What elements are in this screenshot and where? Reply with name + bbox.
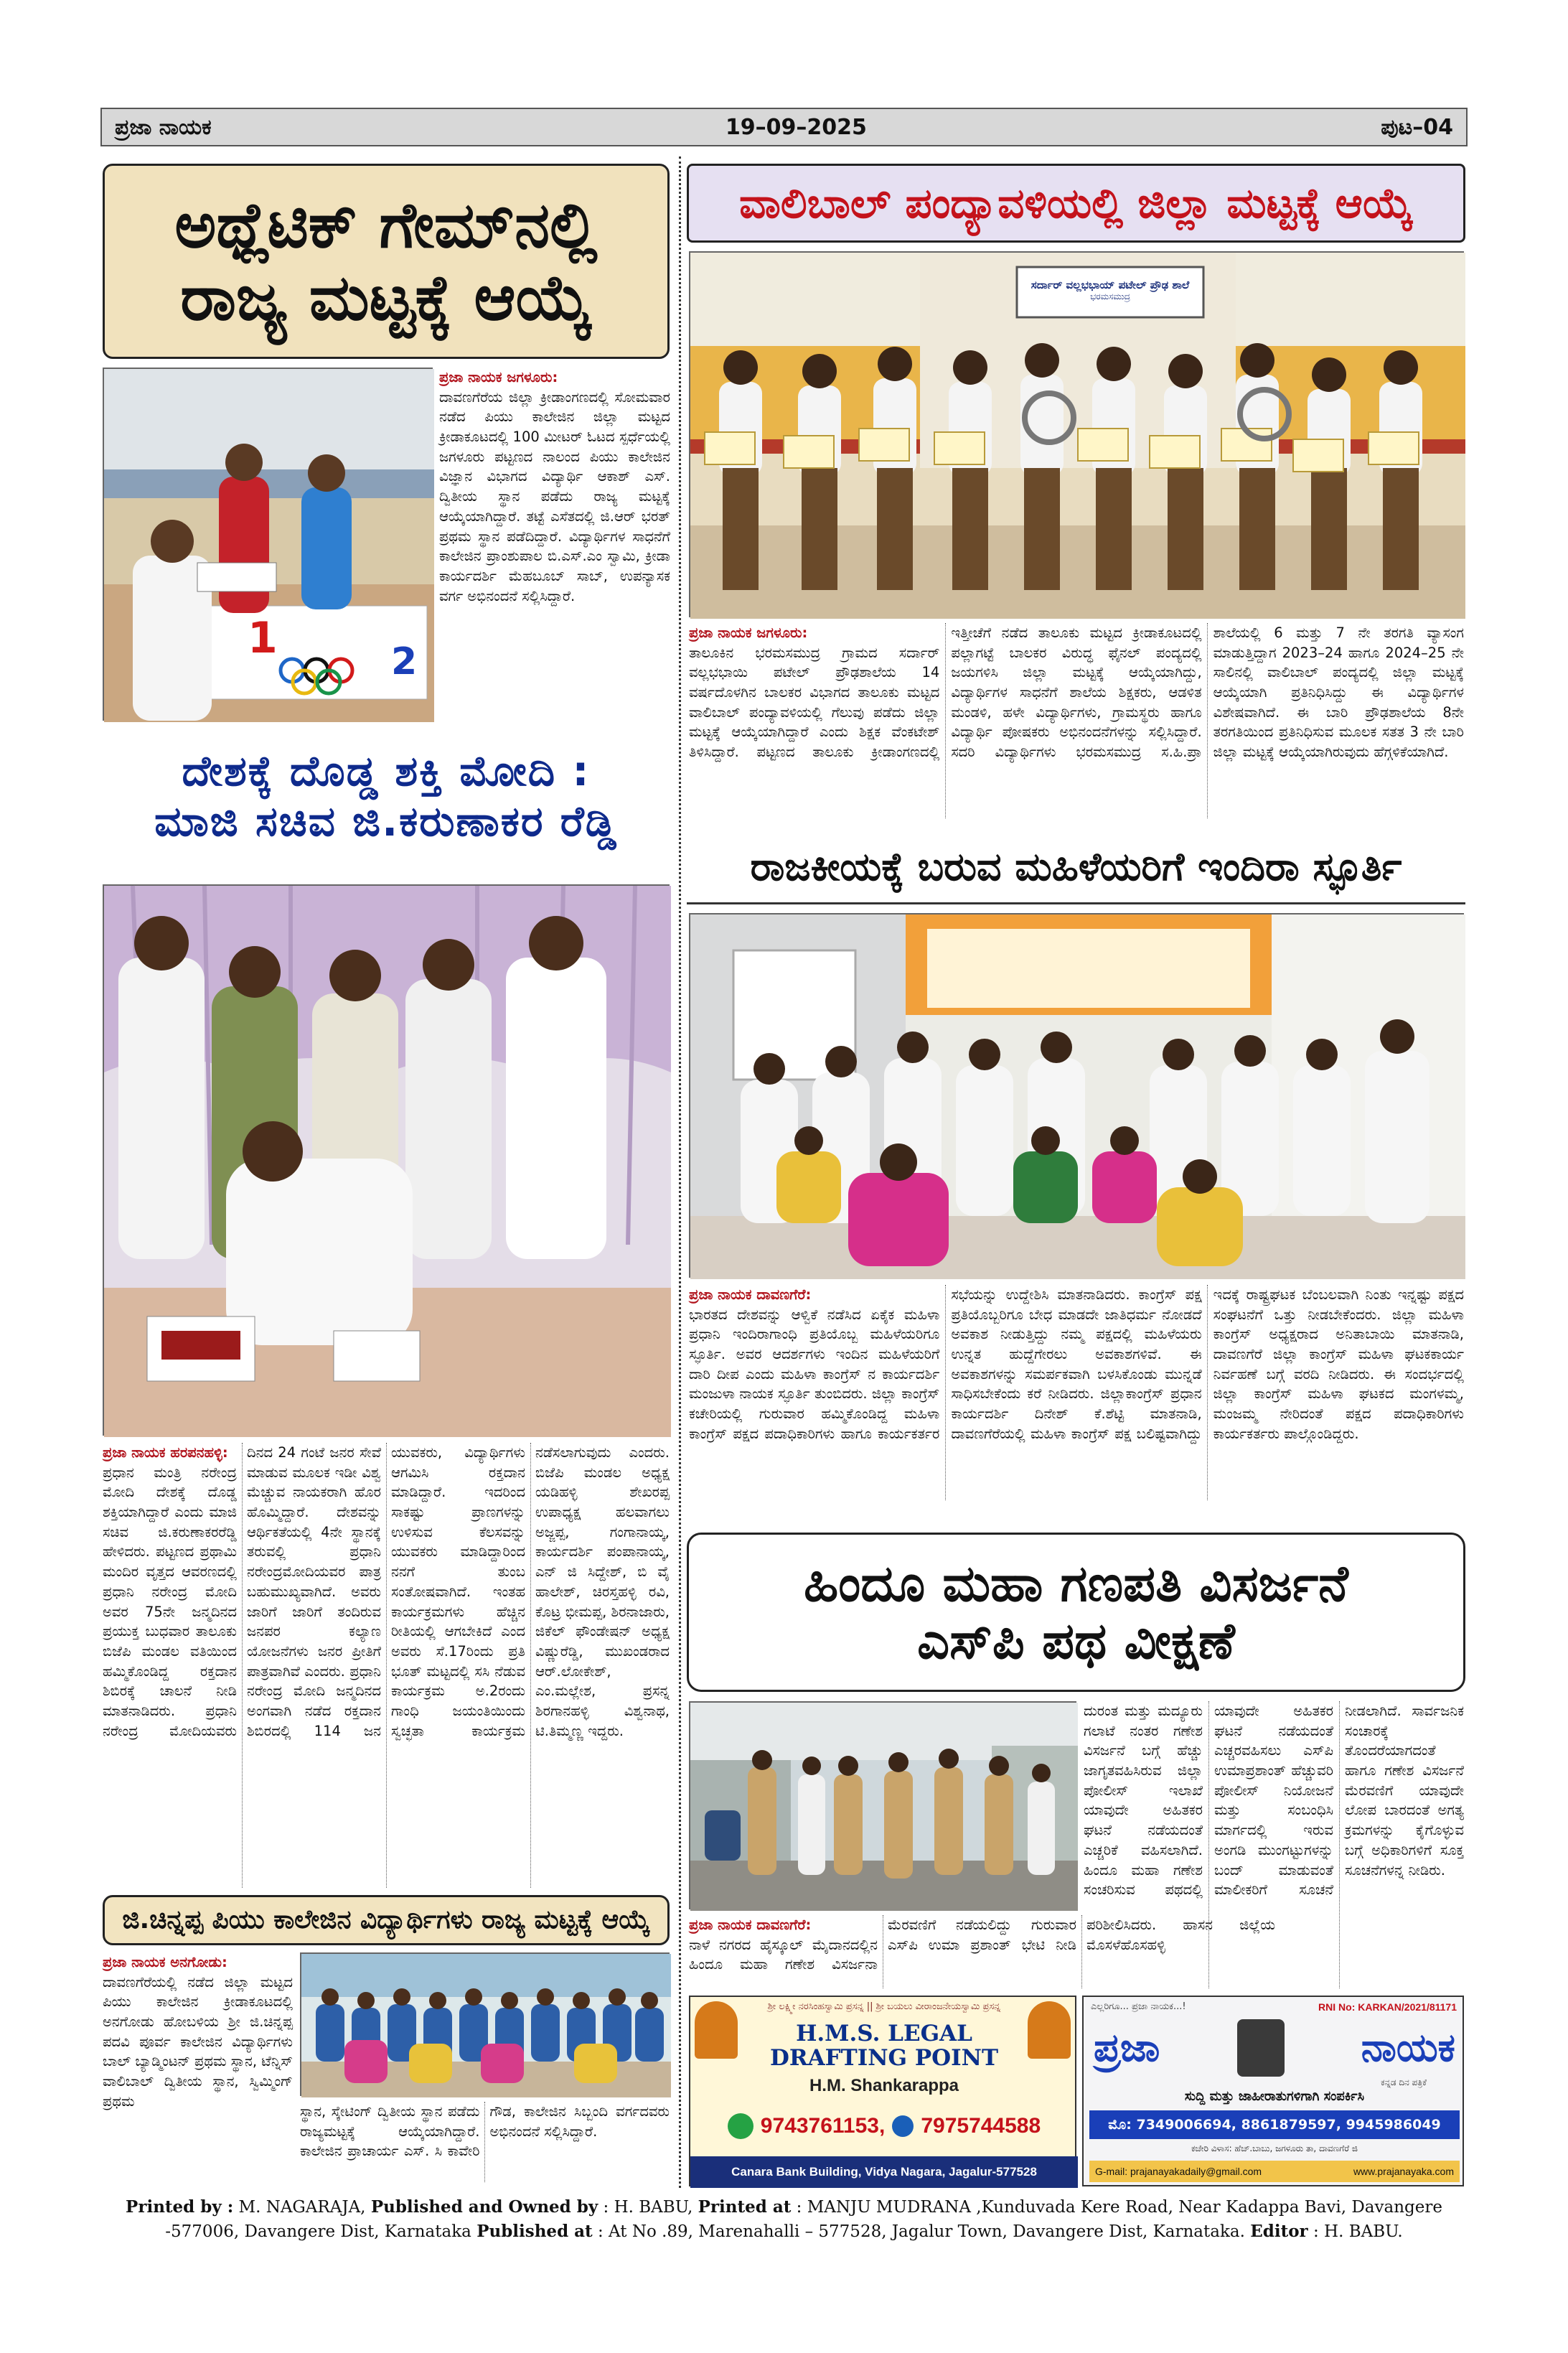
praja-nayaka-ad [1082,1996,1464,2186]
modi-event-photo [103,884,670,1436]
phone-icon [892,2115,914,2137]
svg-text:1: 1 [248,613,278,663]
indira-body: ಭಾರತದ ದೇಶವನ್ನು ಆಳ್ವಿಕೆ ನಡೆಸಿದ ಏಕೈಕ ಮಹಿಳಾ ಪ್ರಧಾನಿ ಇಂದಿರಾಗಾಂಧಿ ಪ್ರತಿಯೊಬ್ಬ ಮಹಿಳೆಯರಿಗೂ ಸ್ಫೂರ್ತಿ. ಅವರ ಆದರ್ಶಗಳು ಇಂದಿನ ಮಹಿಳೆಯರಿಗೆ ದಾರಿ ದೀಪ ಎಂದು ಮಹಿಳಾ ಕಾಂಗ್ರೆಸ್ ನ ಕಾರ್ಯದರ್ಶಿ ಮಂಜುಳಾ ನಾಯಕ ಸ್ಫೂರ್ತಿ ತುಂಬಿದರು. ಜಿಲ್ಲಾ ಕಾಂಗ್ರೆಸ್ ಕಚೇರಿಯಲ್ಲಿ ಗುರುವಾರ ಹಮ್ಮಿಕೊಂಡಿದ್ದ ಮಹಿಳಾ ಕಾಂಗ್ರೆಸ್ ಪಕ್ಷದ ಪದಾಧಿಕಾರಿಗಳು ಹಾಗೂ ಕಾರ್ಯಕರ್ತರ ಸಭೆಯನ್ನು ಉದ್ದೇಶಿಸಿ ಮಾತನಾಡಿದರು. ಕಾಂಗ್ರೆಸ್ ಪಕ್ಷ ಪ್ರತಿಯೊಬ್ಬರಿಗೂ ಬೇಧ ಮಾಡದೇ ಜಾತಿಧರ್ಮ ನೋಡದೆ ಅವಕಾಶ ನೀಡುತ್ತಿದ್ದು ನಮ್ಮ ಪಕ್ಷದಲ್ಲಿ ಮಹಿಳೆಯರು ಉನ್ನತ ಹುದ್ದೆಗೇರಲು ಅವಕಾಶಗಳಿವೆ. ಈ ಅವಕಾಶಗಳನ್ನು ಸಮರ್ಪಕವಾಗಿ ಬಳಸಿಕೊಂಡು ಮುನ್ನಡೆ ಸಾಧಿಸಬೇಕೆಂದು ಕರೆ ನೀಡಿದರು. ಜಿಲ್ಲಾಕಾಂಗ್ರೆಸ್ ಪ್ರಧಾನ ಕಾರ್ಯದರ್ಶಿ ದಿನೇಶ್ ಕೆ.ಶೆಟ್ಟಿ ಮಾತನಾಡಿ, ದಾವಣಗೆರೆಯಲ್ಲಿ ಮಹಿಳಾ ಕಾಂಗ್ರೆಸ್ ಪಕ್ಷ ಬಲಿಷ್ಟವಾಗಿದ್ದು ಇದಕ್ಕೆ ರಾಷ್ಟ್ರಘಟಕ ಬೆಂಬಲವಾಗಿ ನಿಂತು ಇನ್ನಷ್ಟು ಪಕ್ಷದ ಸಂಘಟನೆಗೆ ಒತ್ತು ನೀಡಬೇಕೆಂದರು. ಜಿಲ್ಲಾ ಮಹಿಳಾ ಕಾಂಗ್ರೆಸ್ ಅಧ್ಯಕ್ಷರಾದ ಅನಿತಾಬಾಯಿ ಮಾತನಾಡಿ, ದಾವಣಗೆರೆ ಜಿಲ್ಲಾ ಕಾಂಗ್ರೆಸ್ ಮಹಿಳಾ ಘಟಕಕಾರ್ಯ ನಿರ್ವಹಣೆ ಬಗ್ಗೆ ವರದಿ ನೀಡಿದರು. ಈ ಸಂದರ್ಭದಲ್ಲಿ ಜಿಲ್ಲಾ ಕಾಂಗ್ರೆಸ್ ಮಹಿಳಾ ಘಟಕದ ಮಂಗಳಮ್ಮ, ಮಂಜಮ್ಮ ನೇರಿದಂತೆ ಪಕ್ಷದ ಪದಾಧಿಕಾರಿಗಳು ಕಾರ್ಯಕರ್ತರು ಪಾಲ್ಗೊಂಡಿದ್ದರು. [689,1286,1464,1442]
paper-name: ಪ್ರಜಾ ನಾಯಕ [115,114,212,140]
ganapathi-police-photo [689,1701,1076,1909]
ganapathi-dateline: ಪ್ರಜಾ ನಾಯಕ ದಾವಣಗೆರೆ: [689,1917,812,1933]
printed-at: : MANJU MUDRANA ,Kunduvada Kere Road, Near Kadappa Bavi, Davangere -577006, Davangere Dist, Karnataka [165,2198,1442,2242]
hms-phone2: 7975744588 [921,2114,1041,2138]
printed-by-label: Printed by : [126,2197,234,2217]
imprint-footer [100,2195,1468,2245]
jc-students-photo [300,1952,670,2096]
ganapathi-article-bottom [689,1915,1275,1988]
volleyball-headline-box [687,164,1465,243]
praja-ad-top-line: ಎಲ್ಲರಿಗೂ... ಪ್ರಜಾ ನಾಯಕ...! [1091,2001,1186,2012]
hms-top-line: ಶ್ರೀ ಲಕ್ಷ್ಮೀ ನರಸಿಂಹಸ್ವಾಮಿ ಪ್ರಸನ್ನ || ಶ್ರೀ ಬಯಲು ವೀರಾಂಜನೇಯಸ್ವಾಮಿ ಪ್ರಸನ್ನ [767,2001,1001,2012]
editor-label: Editor [1250,2222,1308,2242]
page-number: ಪುಟ–04 [1381,114,1453,140]
printed-by: M. NAGARAJA, [233,2198,366,2217]
jc-body-bottom: ಸ್ಥಾನ, ಸ್ಕೇಟಿಂಗ್ ದ್ವಿತೀಯ ಸ್ಥಾನ ಪಡೆದು ರಾಜ್ಯಮಟ್ಟಕ್ಕೆ ಆಯ್ಕೆಯಾಗಿದ್ದಾರೆ. ಕಾಲೇಜಿನ ಪ್ರಾಚಾರ್ಯ ಎಸ್. ಸಿ ಕಾವೇರಿ ಗೌಡ, ಕಾಲೇಜಿನ ಸಿಬ್ಬಂದಿ ವರ್ಗದವರು ಅಭಿನಂದನೆ ಸಲ್ಲಿಸಿದ್ದಾರೆ. [300,2103,670,2160]
deity-right-icon [1028,2001,1071,2059]
volleyball-dateline: ಪ್ರಜಾ ನಾಯಕ ಜಗಳೂರು: [689,624,808,641]
indira-headline: ರಾಜಕೀಯಕ್ಕೆ ಬರುವ ಮಹಿಳೆಯರಿಗೆ ಇಂದಿರಾ ಸ್ಫೂರ್ತಿ [750,844,1402,890]
jc-article-left [103,1952,293,2182]
praja-email: G-mail: prajanayakadaily@gmail.com [1095,2166,1262,2177]
modi-body: ಪ್ರಧಾನ ಮಂತ್ರಿ ನರೇಂದ್ರ ಮೋದಿ ದೇಶಕ್ಕೆ ದೊಡ್ಡ ಶಕ್ತಿಯಾಗಿದ್ದಾರೆ ಎಂದು ಮಾಜಿ ಸಚಿವ ಜಿ.ಕರುಣಾಕರರೆಡ್ಡಿ ಹೇಳಿದರು. ಪಟ್ಟಣದ ಪ್ರಥಾಮಿ ಮಂದಿರ ವೃತ್ತದ ಆವರಣದಲ್ಲಿ ಪ್ರಧಾನಿ ನರೇಂದ್ರ ಮೋದಿ ಅವರ 75ನೇ ಜನ್ಮದಿನದ ಪ್ರಯುಕ್ತ ಬುಧವಾರ ತಾಲೂಕು ಬಿಜೆಪಿ ಮಂಡಲ ವತಿಯಿಂದ ಹಮ್ಮಿಕೊಂಡಿದ್ದ ರಕ್ತದಾನ ಶಿಬಿರಕ್ಕೆ ಚಾಲನೆ ನೀಡಿ ಮಾತನಾಡಿದರು. ಪ್ರಧಾನಿ ನರೇಂದ್ರ ಮೋದಿಯವರು ದಿನದ 24 ಗಂಟೆ ಜನರ ಸೇವೆ ಮಾಡುವ ಮೂಲಕ ಇಡೀ ವಿಶ್ವ ಮೆಚ್ಚುವ ನಾಯಕರಾಗಿ ಹೊರ ಹೊಮ್ಮಿದ್ದಾರೆ. ದೇಶವನ್ನು ಆರ್ಥಿಕತೆಯಲ್ಲಿ 4ನೇ ಸ್ಥಾನಕ್ಕೆ ತರುವಲ್ಲಿ ಪ್ರಧಾನಿ ನರೇಂದ್ರಮೋದಿಯವರ ಪಾತ್ರ ಬಹುಮುಖ್ಯವಾಗಿದೆ. ಅವರು ಜಾರಿಗೆ ಜಾರಿಗೆ ತಂದಿರುವ ಜನಪರ ಕಲ್ಯಾಣ ಯೋಜನೆಗಳು ಜನರ ಪ್ರೀತಿಗೆ ಪಾತ್ರವಾಗಿವೆ ಎಂದರು. ಪ್ರಧಾನಿ ನರೇಂದ್ರ ಮೋದಿ ಜನ್ಮದಿನದ ಅಂಗವಾಗಿ ನಡೆದ ರಕ್ತದಾನ ಶಿಬಿರದಲ್ಲಿ 114 ಜನ ಯುವಕರು, ವಿದ್ಯಾರ್ಥಿಗಳು ಆಗಮಿಸಿ ರಕ್ತದಾನ ಮಾಡಿದ್ದಾರೆ. ಇದರಿಂದ ಸಾಕಷ್ಟು ಪ್ರಾಣಗಳನ್ನು ಉಳಿಸುವ ಕೆಲಸವನ್ನು ಯುವಕರು ಮಾಡಿದ್ದಾರಿಂದ ನನಗೆ ತುಂಬ ಸಂತೋಷವಾಗಿದೆ. ಇಂತಹ ಕಾರ್ಯಕ್ರಮಗಳು ಹೆಚ್ಚಿನ ರೀತಿಯಲ್ಲಿ ಆಗಬೇಕಿದೆ ಎಂದ ಅವರು ಸೆ.17ರಿಂದು ಪ್ರತಿ ಭೂತ್ ಮಟ್ಟದಲ್ಲಿ ಸಸಿ ನೆಡುವ ಕಾರ್ಯಕ್ರಮ ಅ.2ರಂದು ಗಾಂಧಿ ಜಯಂತಿಯಿಂದು ಸ್ವಚ್ಛತಾ ಕಾರ್ಯಕ್ರಮ ನಡೆಸಲಾಗುವುದು ಎಂದರು. ಬಿಜೆಪಿ ಮಂಡಲ ಅಧ್ಯಕ್ಷ ಯಡಿಹಳ್ಳಿ ಶೇಖರಪ್ಪ ಉಪಾಧ್ಯಕ್ಷ ಹಲವಾಗಲು ಅಜ್ಜಪ್ಪ, ಗಂಗಾನಾಯ್ಕ, ಕಾರ್ಯದರ್ಶಿ ಪಂಪಾನಾಯ್ಕ, ಎನ್ ಜಿ ಸಿದ್ದೇಶ್, ಬಿ ವೈ ಹಾಲೇಶ್, ಚಿರಸ್ತಹಳ್ಳಿ ರವಿ, ಕೊಟ್ರ ಭೀಮಪ್ಪ, ಶಿರನಾಜಾರು, ಜಿಕೆಲ್ ಫೌಂಡೇಷನ್ ಅಧ್ಯಕ್ಷ ವಿಷ್ಣುರೆಡ್ಡಿ, ಮುಖಂಡರಾದ ಆರ್.ಲೋಕೇಶ್, ಎಂ.ಮಲ್ಲೇಶ, ಪ್ರಸನ್ನ ಶಿರಗಾನಹಳ್ಳಿ ವಿಶ್ವನಾಥ, ಟಿ.ತಿಮ್ಮಣ್ಣ ಇದ್ದರು. [103,1444,670,1739]
athletic-headline-box [103,164,670,359]
volleyball-body: ತಾಲೂಕಿನ ಭರಮಸಮುದ್ರ ಗ್ರಾಮದ ಸರ್ದಾರ್ ವಲ್ಲಭಭಾಯಿ ಪಟೇಲ್ ಪ್ರೌಢಶಾಲೆಯ 14 ವರ್ಷದೊಳಗಿನ ಬಾಲಕರ ವಿಭಾಗದ ತಾಲೂಕು ಮಟ್ಟದ ವಾಲಿಬಾಲ್ ಪಂದ್ಯಾವಳಿಯಲ್ಲಿ ಗೆಲುವು ಪಡೆದು ಜಿಲ್ಲಾ ಮಟ್ಟಕ್ಕೆ ಆಯ್ಕೆಯಾಗಿದ್ದಾರೆ ಎಂದು ಶಿಕ್ಷಕ ವೆಂಕಟೇಶ್ ತಿಳಿಸಿದ್ದಾರೆ. ಪಟ್ಟಣದ ತಾಲೂಕು ಕ್ರೀಡಾಂಗಣದಲ್ಲಿ ಇತ್ತೀಚೆಗೆ ನಡೆದ ತಾಲೂಕು ಮಟ್ಟದ ಕ್ರೀಡಾಕೂಟದಲ್ಲಿ ಪಲ್ಲಾಗಟ್ಟೆ ಬಾಲಕರ ವಿರುದ್ಧ ಫೈನಲ್ ಪಂದ್ಯದಲ್ಲಿ ಜಯಗಳಿಸಿ ಜಿಲ್ಲಾ ಮಟ್ಟಕ್ಕೆ ಆಯ್ಕೆಯಾಗಿದ್ದು, ವಿದ್ಯಾರ್ಥಿಗಳ ಸಾಧನೆಗೆ ಶಾಲೆಯ ಶಿಕ್ಷಕರು, ಆಡಳಿತ ಮಂಡಳಿ, ಹಳೇ ವಿದ್ಯಾರ್ಥಿಗಳು, ಗ್ರಾಮಸ್ಥರು ಹಾಗೂ ವಿದ್ಯಾರ್ಥಿ ಪೋಷಕರು ಅಭಿನಂದನೆಗಳನ್ನು ಸಲ್ಲಿಸಿದ್ದಾರೆ. ಸದರಿ ವಿದ್ಯಾರ್ಥಿಗಳು ಭರಮಸಮುದ್ರ ಸ.ಹಿ.ಪ್ರಾ ಶಾಲೆಯಲ್ಲಿ 6 ಮತ್ತು 7 ನೇ ತರಗತಿ ವ್ಯಾಸಂಗ ಮಾಡುತ್ತಿದ್ದಾಗ 2023–24 ಹಾಗೂ 2024–25 ನೇ ಸಾಲಿನಲ್ಲಿ ವಾಲಿಬಾಲ್ ಪಂದ್ಯದಲ್ಲಿ ಜಿಲ್ಲಾ ಮಟ್ಟಕ್ಕೆ ಆಯ್ಕೆಯಾಗಿ ಪ್ರತಿನಿಧಿಸಿದ್ದು ಈ ವಿದ್ಯಾರ್ಥಿಗಳ ವಿಶೇಷವಾಗಿದೆ. ಈ ಬಾರಿ ಪ್ರೌಢಶಾಲೆಯ 8ನೇ ತರಗತಿಯಿಂದ ಪ್ರತಿನಿಧಿಸುವ ಮೂಲಕ ಸತತ 3 ನೇ ಬಾರಿ ಜಿಲ್ಲಾ ಮಟ್ಟಕ್ಕೆ ಆಯ್ಕೆಯಾಗಿರುವುದು ಹೆಗ್ಗಳಿಕೆಯಾಗಿದೆ. [689,624,1464,761]
ganapathi-body-bottom: ನಾಳೆ ನಗರದ ಹೈಸ್ಕೂಲ್ ಮೈದಾನದಲ್ಲಿನ ಹಿಂದೂ ಮಹಾ ಗಣೇಶ ವಿಸರ್ಜನಾ ಮೆರವಣಿಗೆ ನಡೆಯಲಿದ್ದು ಗುರುವಾರ ಎಸ್‌ಪಿ ಉಮಾ ಪ್ರಶಾಂತ್ ಭೇಟಿ ನೀಡಿ ಪರಿಶೀಲಿಸಿದರು. ಹಾಸನ ಜಿಲ್ಲೆಯ ಮೊಸಳೆಹೊಸಹಳ್ಳಿ [689,1917,1275,1973]
deity-left-icon [695,2001,738,2059]
issue-date: 19–09–2025 [725,114,867,140]
ganapathi-headline-line1: ಹಿಂದೂ ಮಹಾ ಗಣಪತಿ ವಿಸರ್ಜನೆ [804,1553,1348,1613]
praja-logo [1094,2017,1455,2079]
praja-contact-row [1089,2161,1460,2182]
indira-dateline: ಪ್ರಜಾ ನಾಯಕ ದಾವಣಗೆರೆ: [689,1286,812,1303]
jc-dateline: ಪ್ರಜಾ ನಾಯಕ ಅನಗೋಡು: [103,1954,227,1970]
athletic-article [439,368,670,721]
whatsapp-icon [728,2113,754,2139]
printed-at-label: Printed at [698,2197,792,2217]
athletic-headline-line1: ಅಥ್ಲೆಟಿಕ್ ಗೇಮ್‌ನಲ್ಲಿ [174,187,598,262]
masthead-bar [100,108,1468,146]
praja-ad-rni: RNI No: KARKAN/2021/81171 [1318,2001,1457,2013]
praja-address: ಕಚೇರಿ ವಿಳಾಸ: ಹೆಚ್.ಬಾಬು, ಜಗಳೂರು ತಾ, ದಾವಣಗೆರೆ ಜಿ [1191,2143,1358,2153]
volleyball-headline: ವಾಲಿಬಾಲ್ ಪಂದ್ಯಾವಳಿಯಲ್ಲಿ ಜಿಲ್ಲಾ ಮಟ್ಟಕ್ಕೆ ಆಯ್ಕೆ [739,178,1413,228]
praja-logo-right: ನಾಯಕ [1361,2025,1455,2070]
editor: : H. BABU. [1308,2222,1403,2242]
column-divider [679,156,681,2188]
published-at: : At No .89, Marenahalli – 577528, Jagalur Town, Davangere Dist, Karnataka. [592,2222,1245,2242]
ganapathi-headline-line2: ಎಸ್‌ಪಿ ಪಥ ವೀಕ್ಷಣೆ [917,1611,1235,1670]
praja-web: www.prajanayaka.com [1353,2166,1454,2177]
athletic-photo [103,368,433,721]
praja-tagline: ಸುದ್ದಿ ಮತ್ತು ಜಾಹೀರಾತುಗಳಿಗಾಗಿ ಸಂಪರ್ಕಿಸಿ [1184,2089,1365,2104]
published-by: : H. BABU, [598,2198,693,2217]
praja-logo-sub: ಕನ್ನಡ ದಿನ ಪತ್ರಿಕೆ [1381,2077,1427,2087]
jc-headline: ಜಿ.ಚಿನ್ನಪ್ಪ ಪಿಯು ಕಾಲೇಜಿನ ವಿದ್ಯಾರ್ಥಿಗಳು ರಾಜ್ಯ ಮಟ್ಟಕ್ಕೆ ಆಯ್ಕೆ [122,1905,650,1935]
indira-article [689,1285,1464,1500]
praja-phones: ಮೊ: 7349006694, 8861879597, 9945986049 [1089,2110,1460,2139]
portrait-icon [1237,2019,1285,2077]
indira-meeting-photo [689,913,1464,1278]
hms-address: Canara Bank Building, Vidya Nagara, Jagalur-577528 [690,2156,1078,2188]
school-banner-place: ಭರಮಸಮುದ್ರ [1090,291,1130,301]
hms-phone-row [690,2105,1078,2148]
ganapathi-headline-box [687,1533,1465,1692]
published-label: Published and Owned by [370,2197,598,2217]
athletic-dateline: ಪ್ರಜಾ ನಾಯಕ ಜಗಳೂರು: [439,369,558,385]
svg-text:2: 2 [391,640,418,683]
published-at-label: Published at [476,2222,593,2242]
volleyball-article [689,623,1464,818]
modi-article [103,1443,670,1888]
modi-headline-line1: ದೇಶಕ್ಕೆ ದೊಡ್ಡ ಶಕ್ತಿ ಮೋದಿ : [182,747,591,795]
praja-logo-left: ಪ್ರಜಾ [1094,2025,1160,2070]
hms-title: H.M.S. LEGAL DRAFTING POINT [769,2021,999,2072]
school-banner-name: ಸರ್ದಾರ್ ವಲ್ಲಭಭಾಯ್ ಪಟೇಲ್ ಪ್ರೌಢ ಶಾಲೆ [1031,279,1190,292]
modi-dateline: ಪ್ರಜಾ ನಾಯಕ ಹರಪನಹಳ್ಳಿ: [103,1444,228,1461]
hms-legal-ad [689,1996,1076,2186]
jc-body-left: ದಾವಣಗೆರೆಯಲ್ಲಿ ನಡೆದ ಜಿಲ್ಲಾ ಮಟ್ಟದ ಪಿಯು ಕಾಲೇಜಿನ ಕ್ರೀಡಾಕೂಟದಲ್ಲಿ ಅನಗೋಡು ಹೋಬಳಿಯ ಶ್ರೀ ಜಿ.ಚಿನ್ನಪ್ಪ ಪದವಿ ಪೂರ್ವ ಕಾಲೇಜಿನ ವಿದ್ಯಾರ್ಥಿಗಳು ಬಾಲ್ ಬ್ಯಾಡ್ಮಿಂಟನ್ ಪ್ರಥಮ ಸ್ಥಾನ, ಟೆನ್ನಿಸ್ ವಾಲಿಬಾಲ್ ದ್ವಿತೀಯ ಸ್ಥಾನ, ಸ್ವಿಮ್ಮಿಂಗ್ ಪ್ರಥಮ [103,1973,293,2110]
ganapathi-body-right: ದುರಂತ ಮತ್ತು ಮದ್ಯೂರು ಗಲಾಟೆ ನಂತರ ಗಣೇಶ ವಿಸರ್ಜನೆ ಬಗ್ಗೆ ಹೆಚ್ಚು ಜಾಗೃತವಹಿಸಿರುವ ಜಿಲ್ಲಾ ಪೋಲೀಸ್ ಇಲಾಖೆ ಯಾವುದೇ ಅಹಿತಕರ ಘಟನೆ ನಡೆಯದಂತೆ ಎಚ್ಚರಿಕೆ ವಹಿಸಲಾಗಿದೆ. ಹಿಂದೂ ಮಹಾ ಗಣೇಶ ಸಂಚರಿಸುವ ಪಥದಲ್ಲಿ ಯಾವುದೇ ಅಹಿತಕರ ಘಟನೆ ನಡೆಯದಂತೆ ಎಚ್ಚರವಹಿಸಲು ಎಸ್‌ಪಿ ಉಮಾಪ್ರಶಾಂತ್ ಹೆಚ್ಚುವರಿ ಪೋಲೀಸ್ ನಿಯೋಜನೆ ಮತ್ತು ಸಂಬಂಧಿಸಿ ಮಾರ್ಗದಲ್ಲಿ ಇರುವ ಅಂಗಡಿ ಮುಂಗಟ್ಟುಗಳನ್ನು ಬಂದ್ ಮಾಡುವಂತೆ ಮಾಲೀಕರಿಗೆ ಸೂಚನೆ ನೀಡಲಾಗಿದೆ. ಸಾರ್ವಜನಿಕ ಸಂಚಾರಕ್ಕೆ ತೊಂದರೆಯಾಗದಂತೆ ಹಾಗೂ ಗಣೇಶ ವಿಸರ್ಜನೆ ಮೆರವಣಿಗೆ ಯಾವುದೇ ಲೋಪ ಬಾರದಂತೆ ಅಗತ್ಯ ಕ್ರಮಗಳನ್ನು ಕೈಗೊಳ್ಳುವ ಬಗ್ಗೆ ಅಧಿಕಾರಿಗಳಿಗೆ ಸೂಕ್ತ ಸೂಚನೆಗಳನ್ನ ನೀಡಿರು. [1084,1703,1464,1899]
hms-name: H.M. Shankarappa [809,2076,959,2095]
jc-headline-box [103,1895,670,1945]
jc-article-bottom [300,2102,670,2182]
athletic-headline-line2: ರಾಜ್ಯ ಮಟ್ಟಕ್ಕೆ ಆಯ್ಕೆ [180,261,592,335]
modi-headline-line2: ಮಾಜಿ ಸಚಿವ ಜಿ.ಕರುಣಾಕರ ರೆಡ್ಡಿ [154,796,618,846]
hms-phone1: 9743761153, [760,2114,886,2138]
indira-headline-box [687,833,1465,904]
modi-headline [103,747,670,876]
school-banner [1018,267,1203,314]
athletic-body: ದಾವಣಗೆರೆಯ ಜಿಲ್ಲಾ ಕ್ರೀಡಾಂಗಣದಲ್ಲಿ ಸೋಮವಾರ ನಡೆದ ಪಿಯು ಕಾಲೇಜಿನ ಜಿಲ್ಲಾ ಮಟ್ಟದ ಕ್ರೀಡಾಕೂಟದಲ್ಲಿ 100 ಮೀಟರ್ ಓಟದ ಸ್ಪರ್ಧೆಯಲ್ಲಿ ಜಗಳೂರು ಪಟ್ಟಣದ ನಾಲಂದ ಪಿಯು ಕಾಲೇಜಿನ ವಿಜ್ಞಾನ ವಿಭಾಗದ ವಿದ್ಯಾರ್ಥಿ ಆಕಾಶ್ ಎಸ್. ದ್ವಿತೀಯ ಸ್ಥಾನ ಪಡೆದು ರಾಜ್ಯ ಮಟ್ಟಕ್ಕೆ ಆಯ್ಕೆಯಾಗಿದ್ದಾರೆ. ತಟ್ಟೆ ಎಸೆತದಲ್ಲಿ ಜಿ.ಆರ್ ಭರತ್ ಪ್ರಥಮ ಸ್ಥಾನ ಪಡೆದಿದ್ದಾರೆ. ವಿದ್ಯಾರ್ಥಿಗಳ ಸಾಧನೆಗೆ ಕಾಲೇಜಿನ ಪ್ರಾಂಶುಪಾಲ ಬಿ.ಎಸ್.ಎಂ ಸ್ವಾಮಿ, ಕ್ರೀಡಾ ಕಾರ್ಯದರ್ಶಿ ಮೆಹಬೂಬ್ ಸಾಬ್, ಉಪನ್ಯಾಸಕ ವರ್ಗ ಅಭಿನಂದನೆ ಸಲ್ಲಿಸಿದ್ದಾರೆ. [439,388,670,604]
